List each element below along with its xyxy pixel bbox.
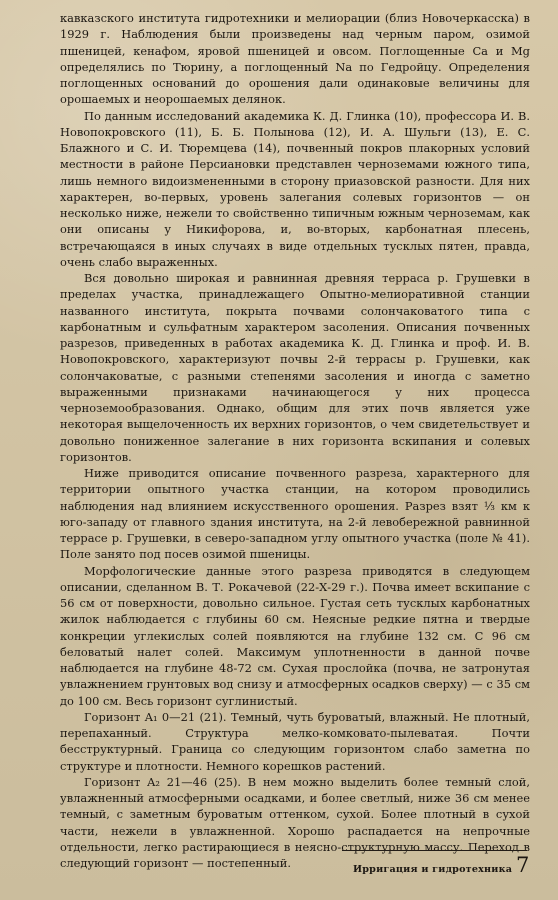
paragraph-soil-cover: По данным исследований академика К. Д. Глинка (10), профессора И. В. Новопокровского (11), Б. Б. Полынова (12), И. А. Шульги (13), Е. С. Блажного и С. И. Тюремцева (14), почвенный покров плакорных условий местности в районе Персиановки представлен черноземами южного типа, лишь немного видоизмененными в сторону приазовской разности. Для них характерен, во-первых, уровень залегания солевых горизонтов — он несколько ниже, нежели то свойственно типичным южным черноземам, как они описаны у Никифорова, и, во-вторых, карбонатная плесень, встречающаяся в иных случаях в виде отдельных тусклых пятен, правда, очень слабо выраженных. <box>60 108 530 269</box>
journal-title: Ирригация и гидротехника <box>353 864 513 875</box>
paragraph-intro: кавказского института гидротехники и мелиорации (близ Новочеркасска) в 1929 г. Наблюдения были произведены над черным паром, озимой пшеницей, кенафом, яровой пшеницей и овсом. Поглощенные Са и Mg определялись по Тюрину, а поглощенный Na по Гедройцу. Определения поглощенных оснований до орошения дали одинаковые величины для орошаемых и неорошаемых делянок. <box>60 11 530 107</box>
paragraph-profile-description: Ниже приводится описание почвенного разреза, характерного для территории опытного участка станции, на котором проводились наблюдения над влиянием искусственного орошения. Разрез взят ⅓ км к юго-западу от главного здания института, на 2-й левобережной равнинной террасе р. Грушевки, в северо-западном углу опытного участка (поле № 41). Поле занято под посев озимой пшеницы. <box>60 466 530 562</box>
paragraph-horizon-a2: Горизонт A₂ 21—46 (25). В нем можно выделить более темный слой, увлажненный атмосферными осадками, и более светлый, ниже 36 см менее темный, с заметным буроватым оттенком, сухой. Более плотный в сухой части, нежели в увлажненной. Хорошо распадается на непрочные отдельности, легко растирающиеся в неясно-структурную массу. Переход в следующий горизонт — постепенный. <box>60 774 530 870</box>
paragraph-horizon-a1: Горизонт A₁ 0—21 (21). Темный, чуть буроватый, влажный. Не плотный, перепаханный. Структура мелко-комковато-пылеватая. Почти бесструктурный. Граница со следующим горизонтом слабо заметна по структуре и плотности. Немного корешков растений. <box>60 709 530 773</box>
paragraph-terrace: Вся довольно широкая и равнинная древняя терраса р. Грушевки в пределах участка, принадлежащего Опытно-мелиоративной станции названного института, покрыта почвами солончаковатого типа с карбонатным и сульфатным характером засоления. Описания почвенных разрезов, приведенных в работах академика К. Д. Глинка и проф. И. В. Новопокровского, характеризуют почвы 2-й террасы р. Грушевки, как солончаковатые, с разными степенями засоления и иногда с заметно выраженными признаками начинающегося у них процесса черноземообразования. Однако, общим для этих почв является уже некоторая выщелоченность их верхних горизонтов, о чем свидетельствует и довольно пониженное залегание в них горизонта вскипания и солевых горизонтов. <box>60 271 530 464</box>
footer-rule <box>342 850 527 851</box>
page-number: 7 <box>516 853 530 877</box>
paragraph-morphology: Морфологические данные этого разреза приводятся в следующем описании, сделанном В. Т. Рокачевой (22-Х-29 г.). Почва имеет вскипание с 56 см от поверхности, довольно сильное. Густая сеть тусклых карбонатных жилок наблюдается с глубины 60 см. Неясные редкие пятна и твердые конкреции углекислых солей появляются на глубине 132 см. С 96 см беловатый налет солей. Максимум уплотненности в данной почве наблюдается на глубине 48-72 см. Сухая прослойка (почва, не затронутая увлажнением грунтовых вод снизу и атмосферных осадков сверху) — с 35 см до 100 см. Весь горизонт суглинистый. <box>60 563 530 708</box>
